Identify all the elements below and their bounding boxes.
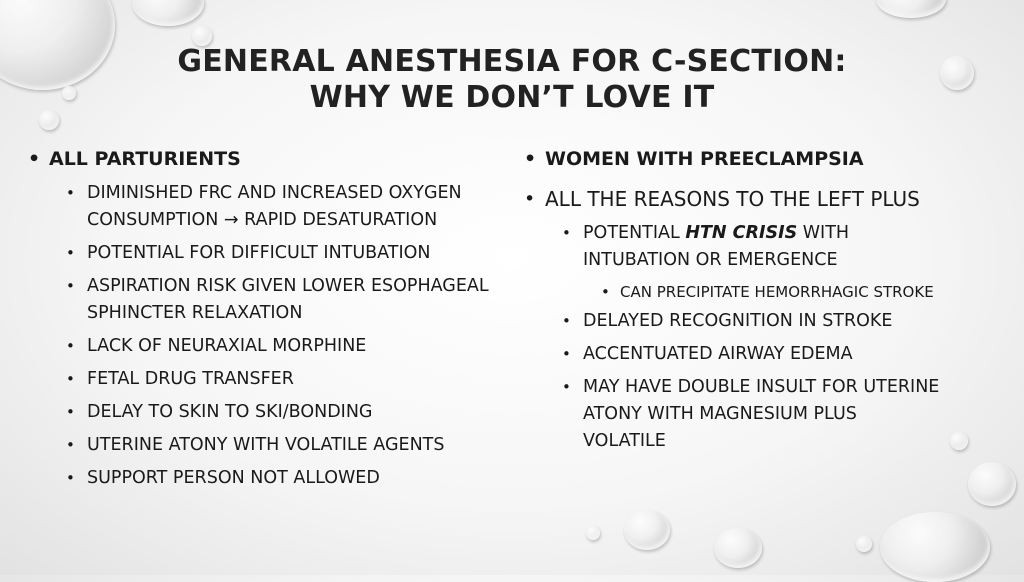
list-item: • POTENTIAL FOR DIFFICULT INTUBATION bbox=[66, 240, 498, 267]
water-droplet-decoration bbox=[940, 56, 974, 90]
list-intro: • ALL THE REASONS TO THE LEFT PLUS bbox=[524, 187, 920, 211]
water-droplet-decoration bbox=[586, 526, 600, 540]
bullet-icon: • bbox=[524, 188, 536, 210]
list-item: • ASPIRATION RISK GIVEN LOWER ESOPHAGEAL SPHINCTER RELAXATION bbox=[66, 273, 498, 327]
bullet-icon: • bbox=[66, 370, 75, 388]
list-item: • DELAY TO SKIN TO SKI/BONDING bbox=[66, 399, 498, 426]
bullet-icon: • bbox=[562, 224, 571, 242]
left-column bbox=[28, 146, 498, 498]
water-droplet-decoration bbox=[714, 528, 762, 568]
bullet-icon: • bbox=[28, 148, 41, 170]
slide-title-line-1: GENERAL ANESTHESIA FOR C-SECTION: bbox=[177, 44, 847, 79]
water-droplet-decoration bbox=[624, 510, 670, 550]
list-item: • ACCENTUATED AIRWAY EDEMA bbox=[562, 341, 944, 368]
bullet-icon: • bbox=[66, 403, 75, 421]
list-item: • SUPPORT PERSON NOT ALLOWED bbox=[66, 465, 498, 492]
list-item-htn-crisis: • POTENTIAL HTN CRISIS WITH INTUBATION OR EMERGENCE bbox=[562, 220, 944, 274]
bullet-icon: • bbox=[562, 312, 571, 330]
list-item: • UTERINE ATONY WITH VOLATILE AGENTS bbox=[66, 432, 498, 459]
list-item: • LACK OF NEURAXIAL MORPHINE bbox=[66, 333, 498, 360]
bullet-icon: • bbox=[66, 184, 75, 202]
list-item: • DIMINISHED FRC AND INCREASED OXYGEN CONSUMPTION → RAPID DESATURATION bbox=[66, 180, 498, 234]
list-heading-all-parturients: • ALL PARTURIENTS bbox=[28, 148, 241, 170]
list-item: • DELAYED RECOGNITION IN STROKE bbox=[562, 308, 944, 335]
bullet-icon: • bbox=[66, 337, 75, 355]
water-droplet-decoration bbox=[856, 536, 872, 552]
water-droplet-decoration bbox=[39, 110, 59, 130]
water-droplet-decoration bbox=[132, 0, 204, 26]
water-droplet-decoration bbox=[950, 432, 968, 450]
bullet-icon: • bbox=[66, 469, 75, 487]
htn-crisis-emphasis: HTN CRISIS bbox=[685, 223, 798, 243]
bullet-icon: • bbox=[524, 148, 537, 170]
bullet-icon: • bbox=[562, 378, 571, 396]
right-column bbox=[524, 146, 944, 461]
sub-list-item: • CAN PRECIPITATE HEMORRHAGIC STROKE bbox=[601, 280, 944, 304]
bullet-icon: • bbox=[66, 244, 75, 262]
water-droplet-decoration bbox=[876, 0, 946, 18]
water-droplet-decoration bbox=[192, 26, 212, 46]
bullet-icon: • bbox=[601, 283, 610, 301]
slide-title-line-2: WHY WE DON’T LOVE IT bbox=[309, 80, 715, 115]
list-heading-preeclampsia: • WOMEN WITH PREECLAMPSIA bbox=[524, 148, 864, 170]
list-item: • FETAL DRUG TRANSFER bbox=[66, 366, 498, 393]
bullet-icon: • bbox=[66, 436, 75, 454]
water-droplet-decoration bbox=[62, 86, 76, 100]
bullet-icon: • bbox=[66, 277, 75, 295]
water-droplet-decoration bbox=[880, 512, 990, 582]
slide-title bbox=[120, 44, 904, 116]
water-droplet-decoration bbox=[968, 462, 1016, 506]
bullet-icon: • bbox=[562, 345, 571, 363]
list-item: • MAY HAVE DOUBLE INSULT FOR UTERINE ATONY WITH MAGNESIUM PLUS VOLATILE bbox=[562, 374, 944, 455]
water-droplet-decoration bbox=[0, 0, 115, 90]
